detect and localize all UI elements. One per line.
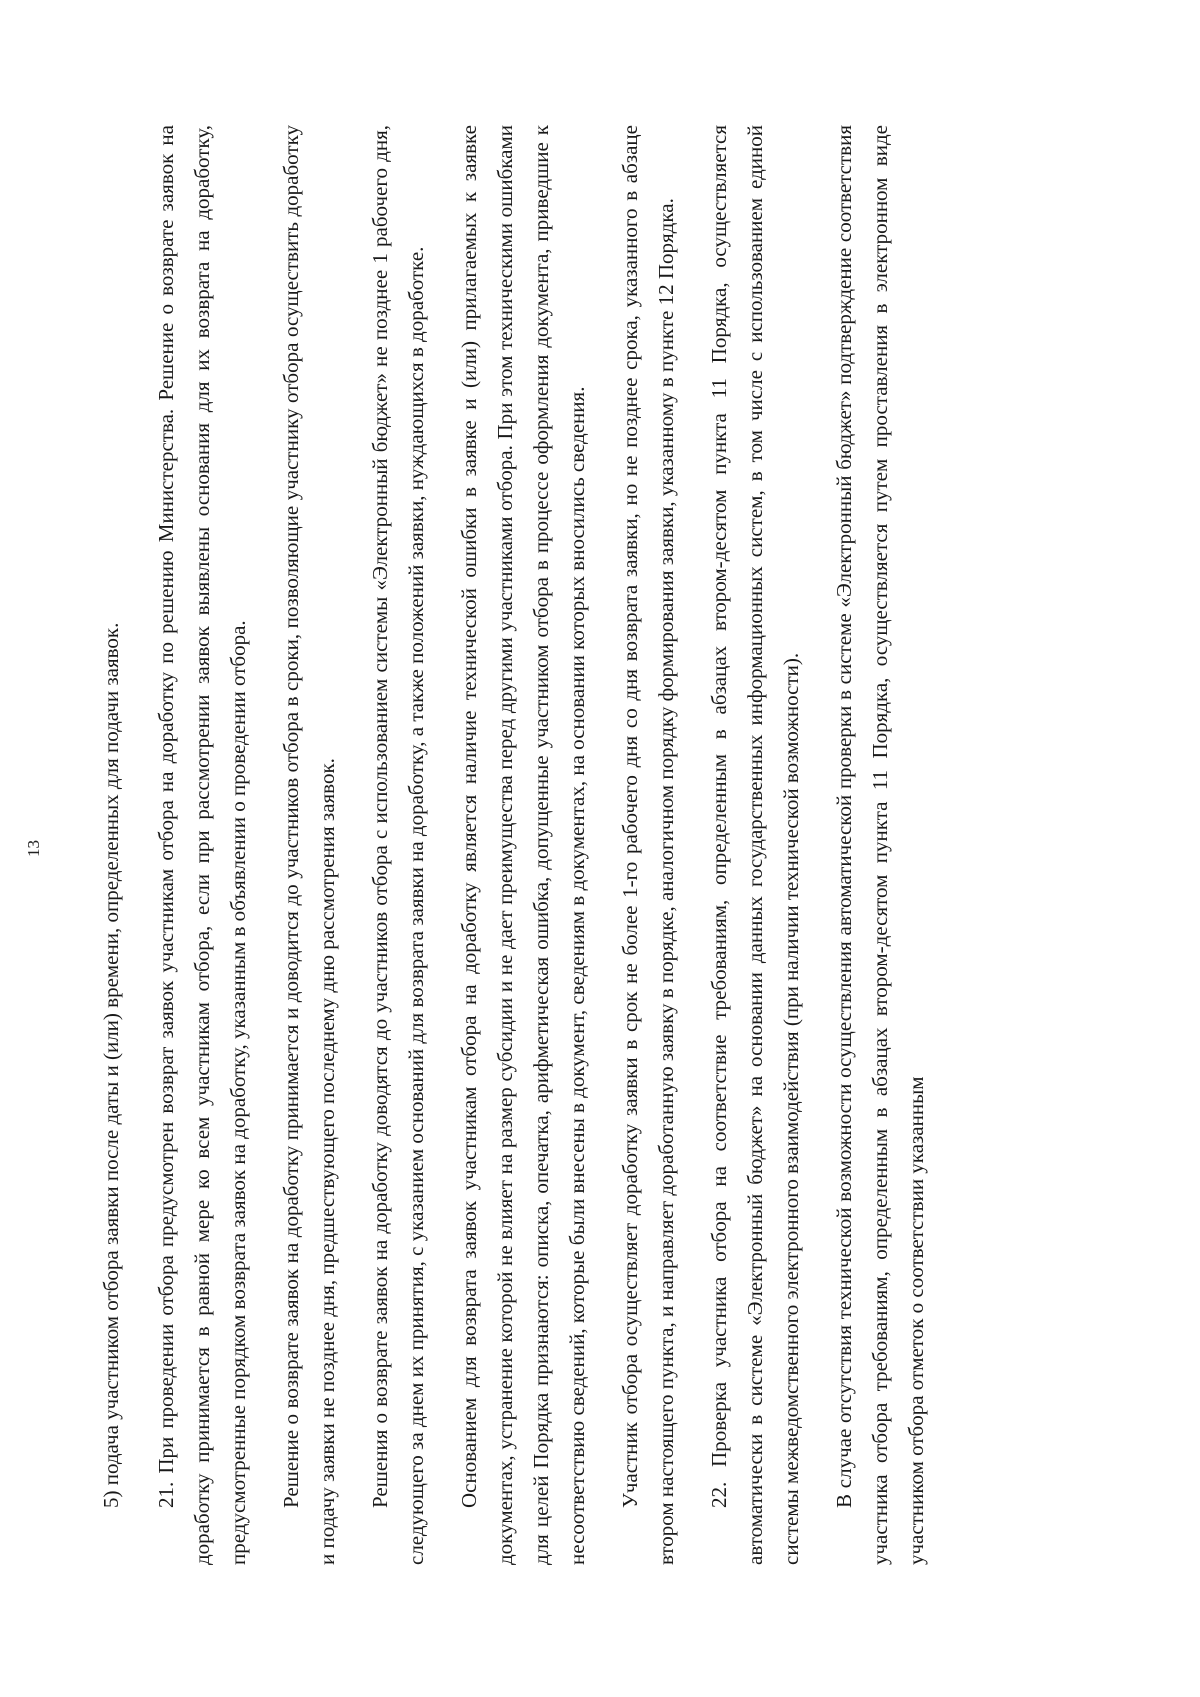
document-body bbox=[93, 125, 951, 1565]
paragraph-clause-22: 22. Проверка участника отбора на соответствие требованиям, определенным в абзацах втором-десятом пункта 11 Порядка, осуществляется автоматически в системе «Электронный бюджет» на основании данных государственных информационных систем, в том числе с использованием единой системы межведомственного электронного взаимодействия (при наличии технической возможности). bbox=[707, 125, 803, 1565]
page-number: 13 bbox=[24, 840, 43, 857]
paragraph-revision-term: Участник отбора осуществляет доработку заявки в срок не более 1-го рабочего дня со дня возврата заявки, но не позднее срока, указанного в абзаце втором настоящего пункта, и направляет доработанную заявку в порядке, аналогичном порядку формирования заявки, указанному в пункте 12 Порядка. bbox=[618, 125, 678, 1565]
paragraph-clause-21: 21. При проведении отбора предусмотрен возврат заявок участникам отбора на доработку по решению Министерства. Решение о возврате заявок на доработку принимается в равной мере ко всем участникам отбора, если при рассмотрении заявок выявлены основания для их возврата на доработку, предусмотренные порядком возврата заявок на доработку, указанным в объявлении о проведении отбора. bbox=[154, 125, 250, 1565]
paragraph-no-technical-possibility: В случае отсутствия технической возможности осуществления автоматической проверки в системе «Электронный бюджет» подтверждение соответствия участника отбора требованиям, определенным в абзацах втором-десятом пункта 11 Порядка, осуществляется путем проставления в электронном виде участником отбора отметок о соответствии указанным bbox=[832, 125, 928, 1565]
paragraph-return-grounds: Основанием для возврата заявок участникам отбора на доработку является наличие технической ошибки в заявке и (или) прилагаемых к заявке документах, устранение которой не влияет на размер субсидии и не дает преимущества перед другими участниками отбора. При этом техническими ошибками для целей Порядка признаются: описка, опечатка, арифметическая ошибка, допущенные участником отбора в процессе оформления документа, приведшие к несоответствию сведений, которые были внесены в документ, сведениям в документах, на основании которых вносились сведения. bbox=[457, 125, 589, 1565]
paragraph-return-decision-notification: Решения о возврате заявок на доработку доводятся до участников отбора с использованием системы «Электронный бюджет» не позднее 1 рабочего дня, следующего за днем их принятия, с указанием оснований для возврата заявки на доработку, а также положений заявки, нуждающихся в доработке. bbox=[368, 125, 428, 1565]
paragraph-return-decision-deadline: Решение о возврате заявок на доработку принимается и доводится до участников отбора в сроки, позволяющие участнику отбора осуществить доработку и подачу заявки не позднее дня, предшествующего последнему дню рассмотрения заявок. bbox=[279, 125, 339, 1565]
paragraph-item-5: 5) подача участником отбора заявки после даты и (или) времени, определенных для подачи заявок. bbox=[99, 622, 123, 1508]
